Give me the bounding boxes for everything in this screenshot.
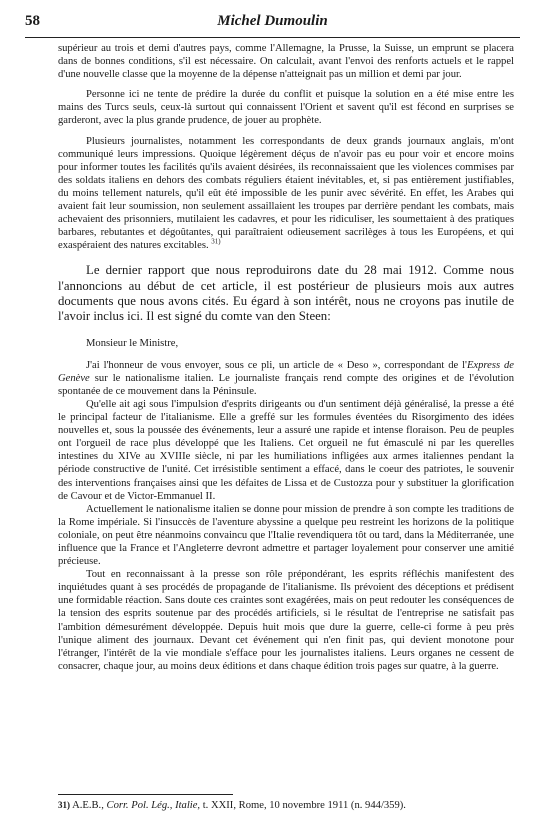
paragraph xyxy=(58,135,514,253)
page-header xyxy=(25,13,520,35)
paragraph-text: Plusieurs journalistes, notamment les correspondants de deux grands journaux anglais, m'ont communiqué leurs impressions. Quoique légèrement déçus de n'avoir pas eu pour voir et encore moins pour informer toutes les facilités qu'ils avaient désirées, ils reconnaissaient que les violences commises par des soldats italiens en dehors des combats réguliers étaient inévitables, et, si pas entièrement justifiables, du moins tellement naturels, qu'il eût été impossible de les punir avec sévérité. En effet, les Arabes qui avaient fait leur soumission, non seulement assaillaient les troupes par derrière pendant les combats, mais achevaient des prisonniers, mutilaient les cadavres, et pour les ridiculiser, les soumettaient à des pratiques barbares, rebutantes et dégoûtantes, qui paraîtraient odieusement sacrilèges à tous les Européens, et qui exaspéraient des natures excitables. xyxy=(58,135,514,252)
paragraph: supérieur au trois et demi d'autres pays, comme l'Allemagne, la Prusse, la Suisse, un emprunt se placera dans de bonnes conditions, s'il est nécessaire. On calculait, avant l'envoi des renforts actuels et le rappel d'une nouvelle classe que la moyenne de la dépense n'atteignait pas un million et demi par jour. xyxy=(58,43,514,81)
footnote-text: A.E.B., xyxy=(70,800,107,811)
page-number: 58 xyxy=(25,13,40,29)
footnote-reference: 31) xyxy=(211,237,221,246)
footnote-number: 31) xyxy=(58,800,70,810)
paragraph: Actuellement le nationalisme italien se donne pour mission de prendre à son compte les traditions de la Rome impériale. Si l'insuccès de l'aventure abyssine a quelque peu restreint les horizons de la politique coloniale, on peut être néanmoins convaincu que l'Italie revendiquera tôt ou tard, dans la Méditerranée, une influence que la France et l'Angleterre devront admettre et partager loyalement pour conserver une amitié précieuse. xyxy=(58,503,514,568)
paragraph: Qu'elle ait agi sous l'impulsion d'esprits dirigeants ou d'un sentiment déjà généralisé, la presse a été le principal facteur de l'italianisme. Elle a greffé sur les formules éventées du Risorgimento des idées nouvelles et, sous la poussée des événements, leur a assuré une rapide et intense floraison. Peu de peuples ont l'orgueil de race plus développé que les Italiens. Cet orgueil ne fut émasculé ni par les querelles intestines du XIVe au XVIIIe siècle, ni par les humiliations infligées aux armes italiennes pendant la période constructive de l'unité. Cet irrésistible sentiment a effacé, dans le coeur des patriotes, le souvenir des interventions françaises ainsi que les défaites de Lissa et de Custozza pour y substituer la glorification de Cavour et de Victor-Emmanuel II. xyxy=(58,398,514,502)
paragraph-text: sur le nationalisme italien. Le journaliste français rend compte des origines et de l'évolution spontanée de ce mouvement dans la Péninsule. xyxy=(58,372,514,397)
footnote-rule xyxy=(58,794,233,795)
paragraph: Personne ici ne tente de prédire la durée du conflit et puisque la solution en a été mise entre les mains des Turcs seuls, ceux-là surtout qui connaissent l'Orient et savent qu'il est fécond en surprises se garderont, avec la plus grande prudence, de jouer au prophète. xyxy=(58,89,514,127)
running-head: Michel Dumoulin xyxy=(217,13,328,29)
main-text xyxy=(58,42,514,673)
editorial-summary: Le dernier rapport que nous reproduirons date du 28 mai 1912. Comme nous l'annoncions au début de cet article, il est postérieur de plusieurs mois aux autres documents que nous avons cités. Eu égard à son intérêt, nous ne croyons pas inutile de l'avoir inclus ici. Il est signé du comte van den Steen: xyxy=(58,263,514,324)
newspaper-title: Express de Genève xyxy=(58,359,514,384)
paragraph-text: J'ai l'honneur de vous envoyer, sous ce pli, un article de « Deso », correspondant de l' xyxy=(86,359,467,371)
paragraph: Tout en reconnaissant à la presse son rôle prépondérant, les esprits réfléchis manifestent des inquiétudes quant à ses procédés de propagande de l'italianisme. Ils prévoient des déceptions et prédisent une formidable réaction. Sans doute ces craintes sont exagérées, mais on peut redouter les conséquences de la tension des esprits soutenue par des procédés artificiels, si le résultat de l'entreprise ne satisfait pas l'ambition démesurément développée. Depuis huit mois que dure la guerre, celle-ci forme à peu près l'unique aliment des journaux. Devant cet événement qui n'en finit pas, qui devient monotone pour l'étranger, l'intérêt de la vie mondiale s'efface pour les journalistes italiens. Leurs organes ne cessent de consacrer, chaque jour, au moins deux éditions et dans chaque édition trois pages sur quatre, à la guerre. xyxy=(58,569,514,672)
footnote-source-title: Corr. Pol. Lég., Italie, xyxy=(106,800,201,811)
footnote xyxy=(58,799,518,812)
salutation: Monsieur le Ministre, xyxy=(86,337,179,349)
footnote-text: t. XXII, Rome, 10 novembre 1911 (n. 944/359). xyxy=(200,800,406,811)
header-rule xyxy=(25,37,520,38)
paragraph xyxy=(58,359,514,398)
